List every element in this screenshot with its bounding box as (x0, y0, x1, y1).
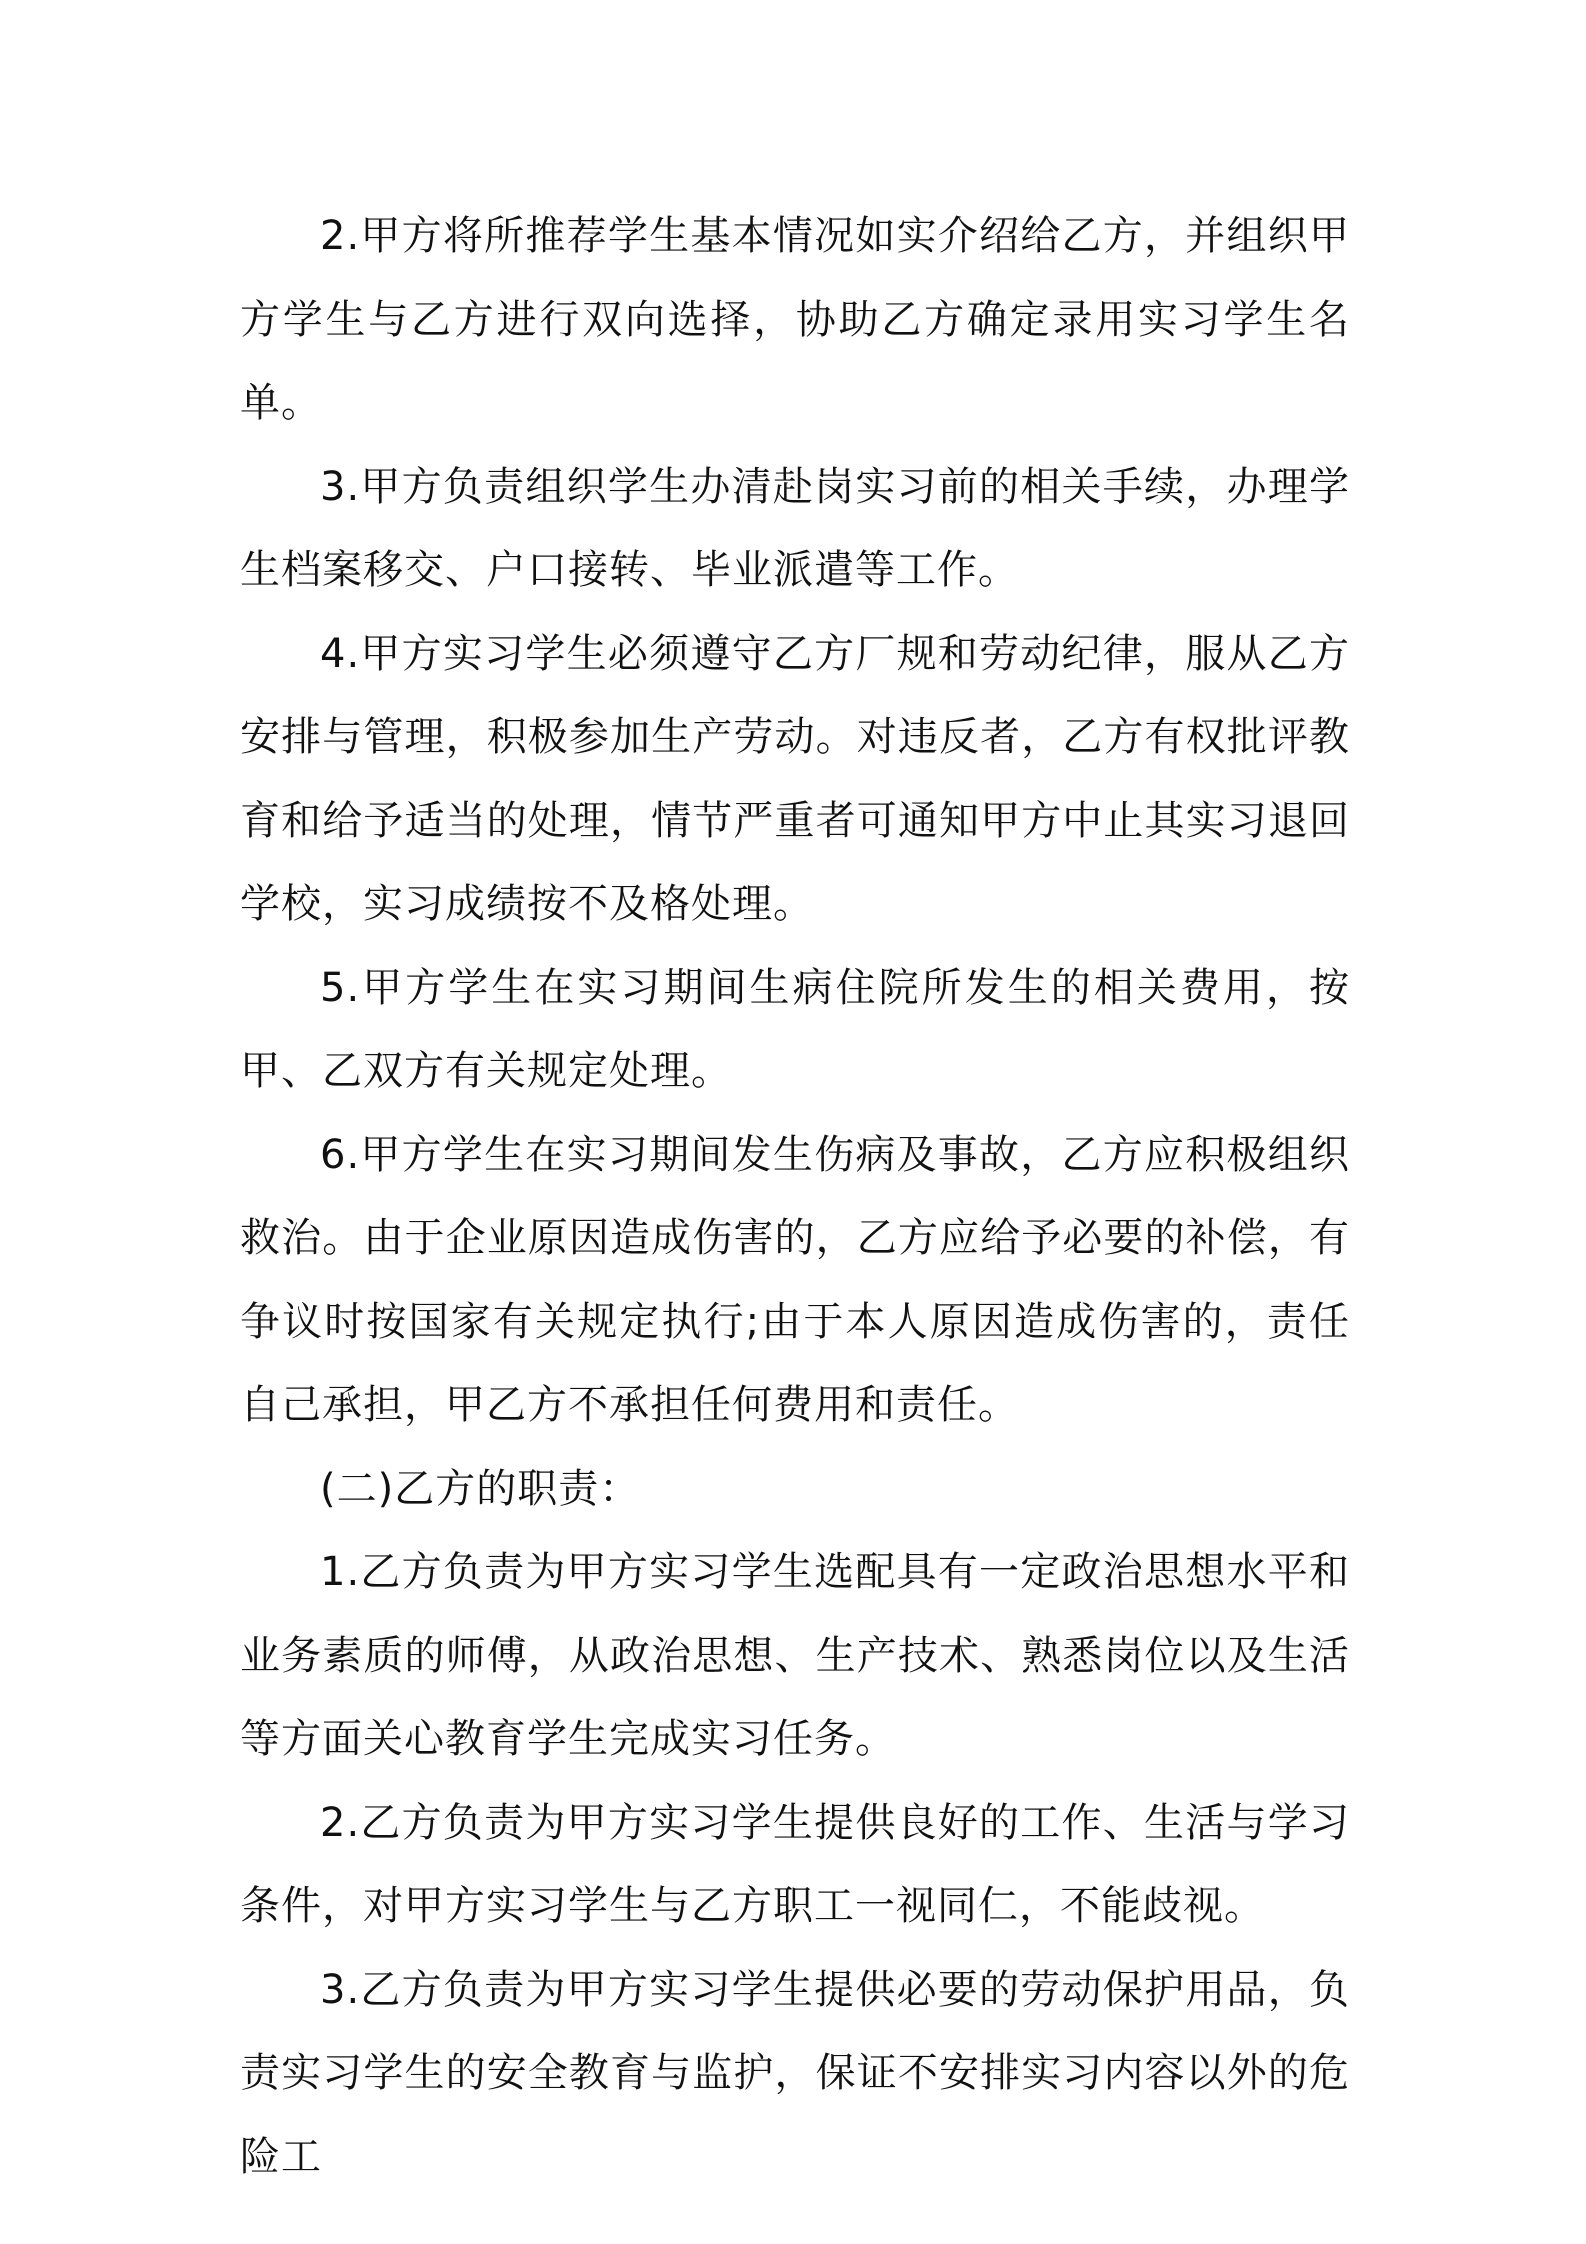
paragraph-yi-3: 3.乙方负责为甲方实习学生提供必要的劳动保护用品，负责实习学生的安全教育与监护，保证不安排实习内容以外的危险工 (240, 1966, 1350, 2180)
document-body (240, 195, 1350, 2199)
paragraph-yi-1: 1.乙方负责为甲方实习学生选配具有一定政治思想水平和业务素质的师傅，从政治思想、生产技术、熟悉岗位以及生活等方面关心教育学生完成实习任务。 (240, 1549, 1350, 1762)
section-heading-yi-duties: (二)乙方的职责： (320, 1465, 641, 1512)
paragraph-jia-6: 6.甲方学生在实习期间发生伤病及事故，乙方应积极组织救治。由于企业原因造成伤害的，乙方应给予必要的补偿，有争议时按国家有关规定执行;由于本人原因造成伤害的，责任自己承担，甲乙方不承担任何费用和责任。 (240, 1131, 1350, 1428)
paragraph-jia-5: 5.甲方学生在实习期间生病住院所发生的相关费用，按甲、乙双方有关规定处理。 (240, 964, 1350, 1094)
paragraph-jia-2: 2.甲方将所推荐学生基本情况如实介绍给乙方，并组织甲方学生与乙方进行双向选择，协助乙方确定录用实习学生名单。 (240, 213, 1350, 426)
paragraph-yi-2: 2.乙方负责为甲方实习学生提供良好的工作、生活与学习条件，对甲方实习学生与乙方职工一视同仁，不能歧视。 (240, 1799, 1350, 1929)
paragraph-jia-3: 3.甲方负责组织学生办清赴岗实习前的相关手续，办理学生档案移交、户口接转、毕业派遣等工作。 (240, 463, 1350, 593)
paragraph-jia-4: 4.甲方实习学生必须遵守乙方厂规和劳动纪律，服从乙方安排与管理，积极参加生产劳动。对违反者，乙方有权批评教育和给予适当的处理，情节严重者可通知甲方中止其实习退回学校，实习成绩按不及格处理。 (240, 630, 1350, 927)
